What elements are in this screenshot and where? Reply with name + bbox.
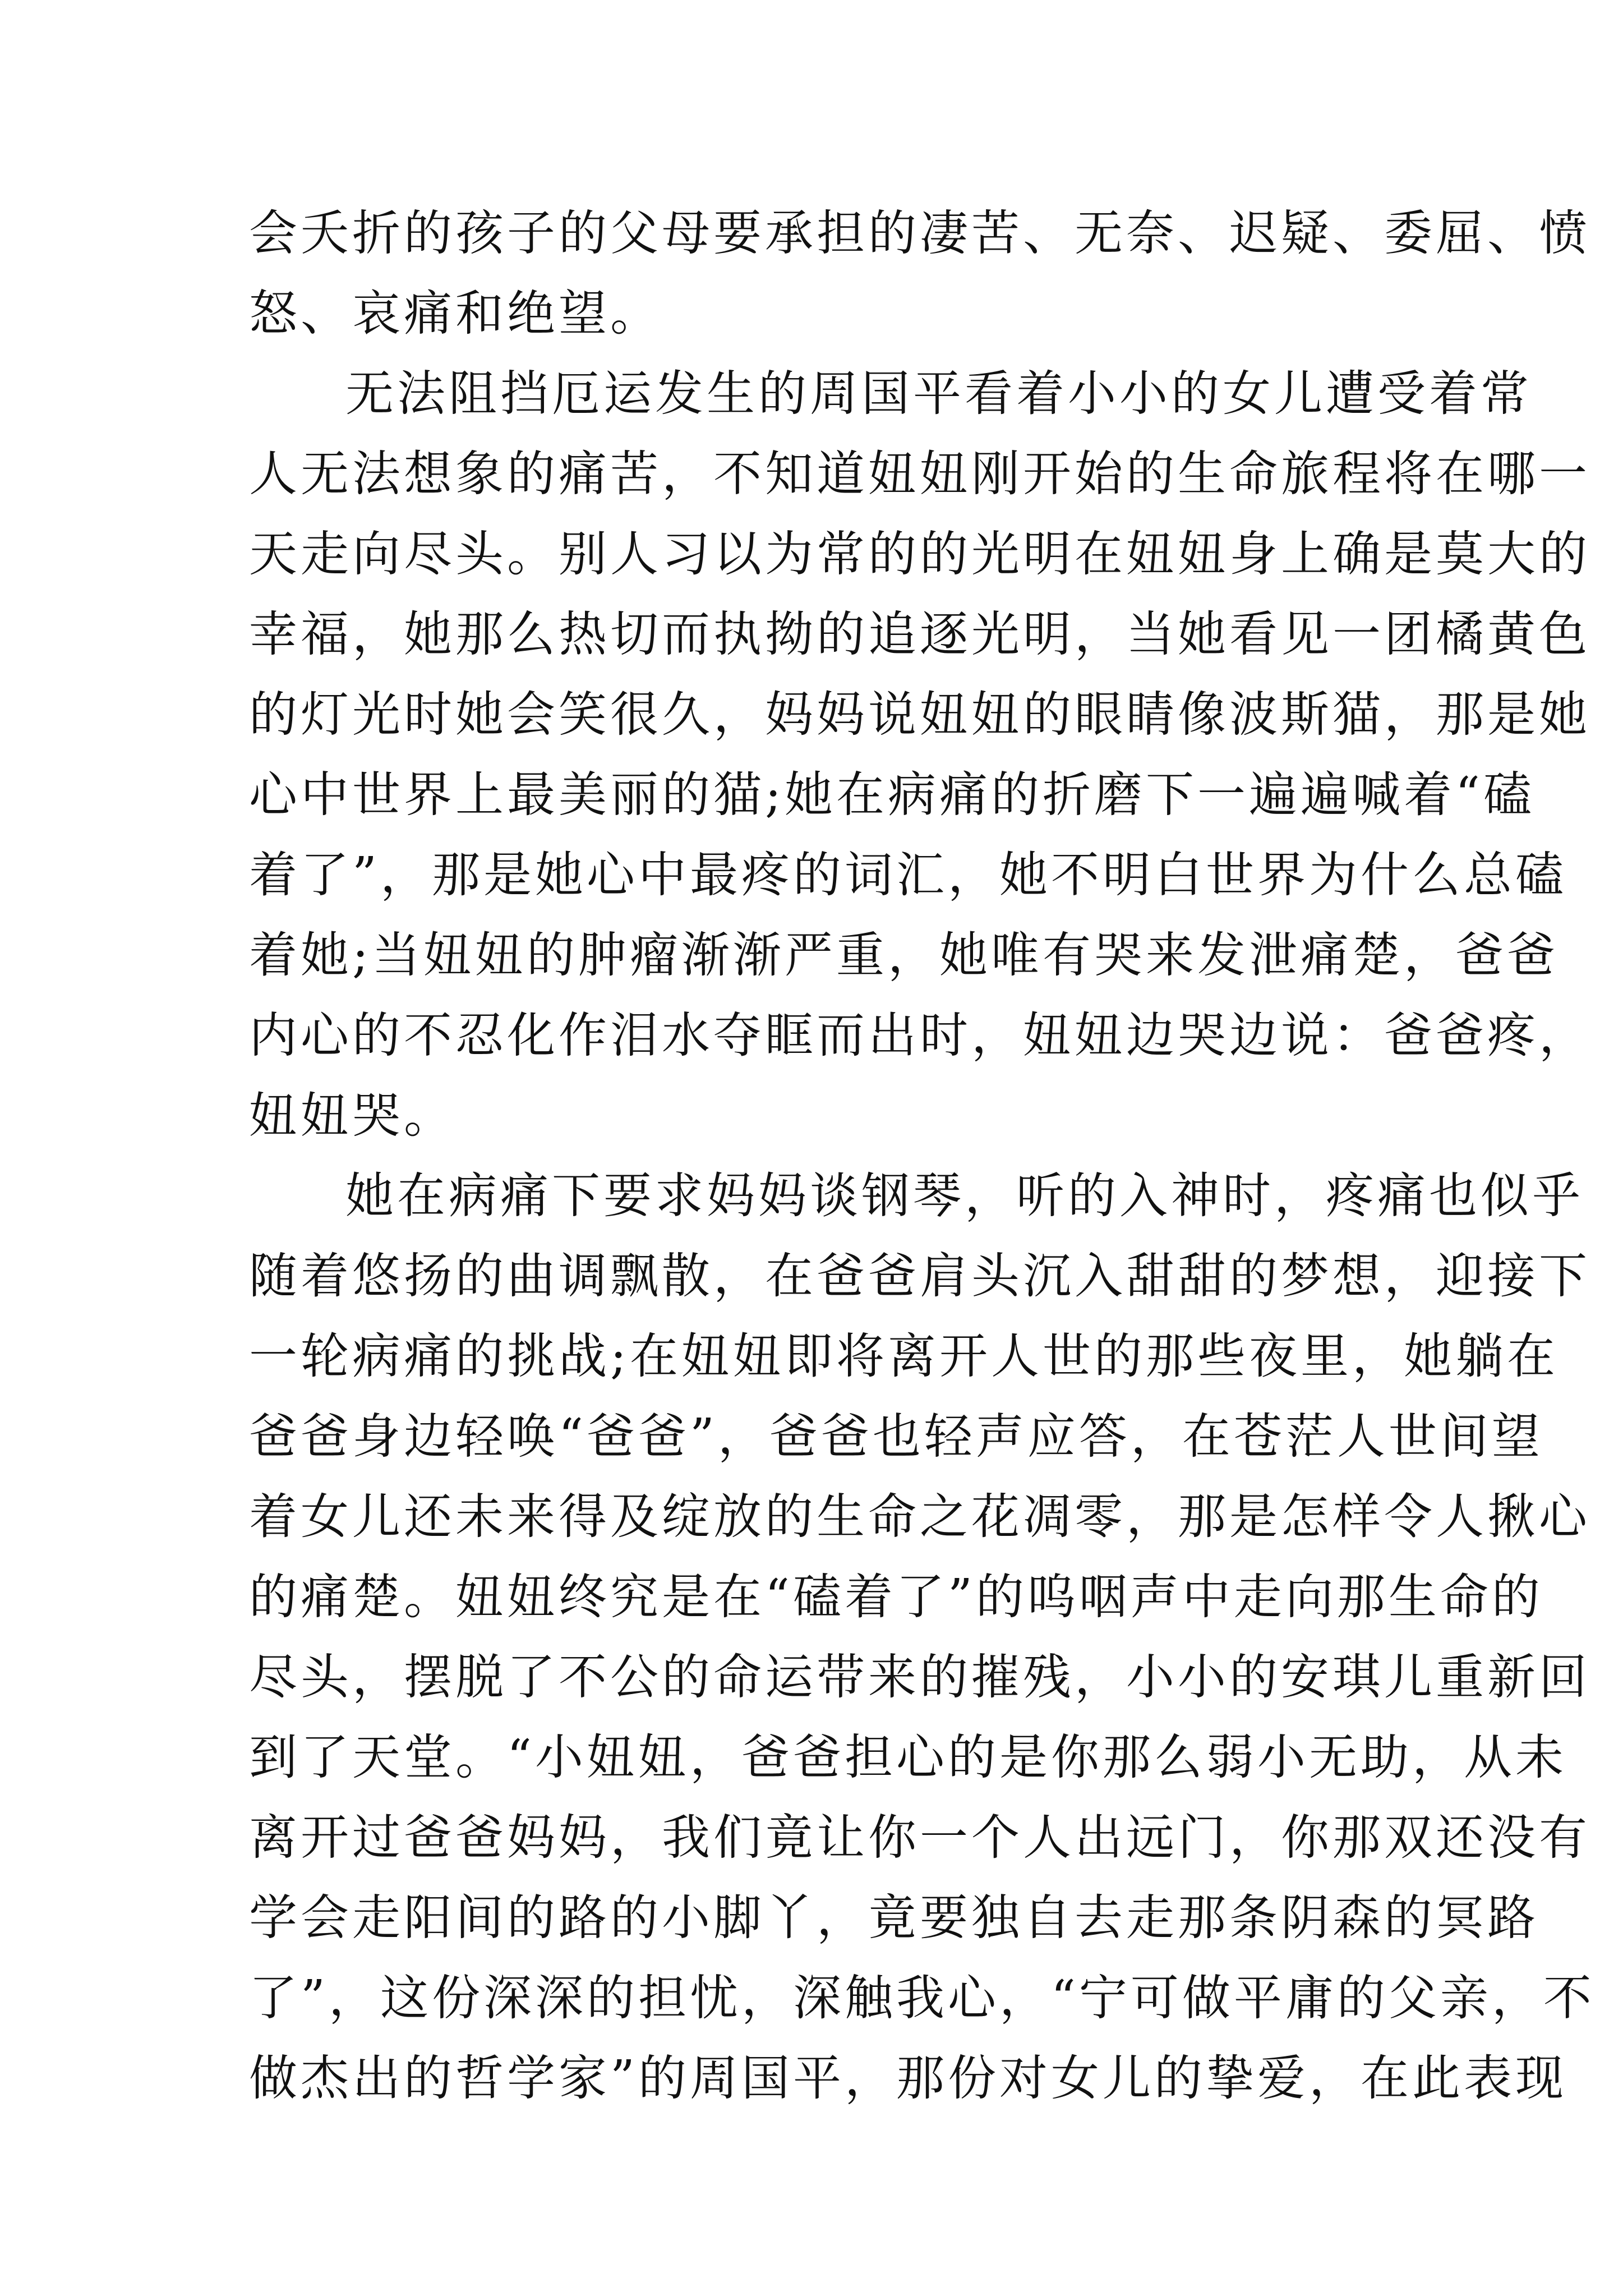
paragraph-first-line: 她在病痛下要求妈妈谈钢琴，听的入神时，疼痛也似乎 xyxy=(345,1168,1584,1224)
text-line: 离开过爸爸妈妈，我们竟让你一个人出远门，你那双还没有 xyxy=(249,1810,1590,1866)
text-line: 了”，这份深深的担忧，深触我心，“宁可做平庸的父亲，不 xyxy=(249,1970,1595,2026)
text-line: 爸爸身边轻唤“爸爸”，爸爸也轻声应答，在苍茫人世间望 xyxy=(249,1409,1543,1465)
text-line: 做杰出的哲学家”的周国平，那份对女儿的挚爱，在此表现 xyxy=(249,2050,1567,2106)
text-line: 学会走阳间的路的小脚丫，竟要独自去走那条阴森的冥路 xyxy=(249,1890,1539,1946)
text-line: 天走向尽头。别人习以为常的的光明在妞妞身上确是莫大的 xyxy=(249,526,1590,582)
text-line: 随着悠扬的曲调飘散，在爸爸肩头沉入甜甜的梦想，迎接下 xyxy=(249,1248,1590,1304)
text-line: 会夭折的孩子的父母要承担的凄苦、无奈、迟疑、委屈、愤 xyxy=(249,205,1590,261)
body-text xyxy=(249,194,1595,2119)
text-line: 内心的不忍化作泪水夺眶而出时，妞妞边哭边说：爸爸疼， xyxy=(249,1007,1590,1064)
text-line: 怒、哀痛和绝望。 xyxy=(249,286,662,342)
text-line: 的痛楚。妞妞终究是在“磕着了”的呜咽声中走向那生命的 xyxy=(249,1569,1543,1625)
text-line: 人无法想象的痛苦，不知道妞妞刚开始的生命旅程将在哪一 xyxy=(249,446,1590,502)
text-line: 尽头，摆脱了不公的命运带来的摧残，小小的安琪儿重新回 xyxy=(249,1649,1590,1705)
text-line: 的灯光时她会笑很久，妈妈说妞妞的眼睛像波斯猫，那是她 xyxy=(249,687,1590,743)
paragraph-first-line: 无法阻挡厄运发生的周国平看着小小的女儿遭受着常 xyxy=(345,366,1532,422)
text-line: 到了天堂。“小妞妞，爸爸担心的是你那么弱小无助，从未 xyxy=(249,1729,1567,1786)
text-line: 心中世界上最美丽的猫;她在病痛的折磨下一遍遍喊着“磕 xyxy=(249,767,1535,823)
text-line: 着了”，那是她心中最疼的词汇，她不明白世界为什么总磕 xyxy=(249,847,1567,903)
text-line: 一轮病痛的挑战;在妞妞即将离开人世的那些夜里，她躺在 xyxy=(249,1328,1559,1384)
text-line: 幸福，她那么热切而执拗的追逐光明，当她看见一团橘黄色 xyxy=(249,606,1590,662)
text-line: 着女儿还未来得及绽放的生命之花凋零，那是怎样令人揪心 xyxy=(249,1489,1590,1545)
text-line: 妞妞哭。 xyxy=(249,1088,455,1144)
text-line: 着她;当妞妞的肿瘤渐渐严重，她唯有哭来发泄痛楚，爸爸 xyxy=(249,927,1559,983)
